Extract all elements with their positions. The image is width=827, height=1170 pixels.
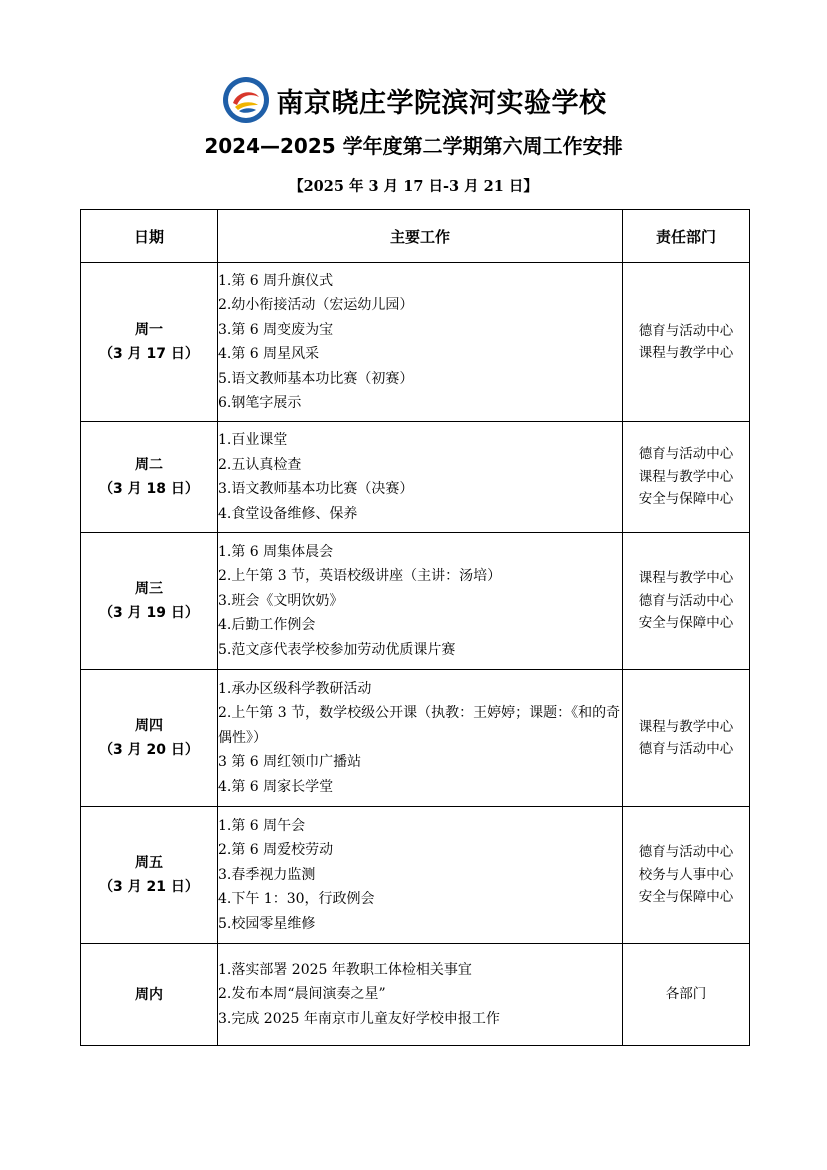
- dept-item: 安全与保障中心: [638, 491, 734, 508]
- day-cell: [81, 807, 218, 944]
- day-date: （3 月 21 日）: [99, 879, 199, 895]
- work-item: 1.落实部署 2025 年教职工体检相关事宜: [218, 961, 472, 978]
- day-name: 周二: [135, 457, 163, 473]
- day-name: 周内: [135, 986, 163, 1003]
- day-name: 周三: [135, 581, 163, 597]
- work-item: 5.校园零星维修: [218, 915, 316, 932]
- dept-item: 德育与活动中心: [638, 322, 734, 339]
- work-item: 3.语文教师基本功比赛（决赛）: [218, 481, 414, 497]
- document-header: [0, 74, 827, 126]
- dept-item: 校务与人事中心: [638, 866, 734, 883]
- school-name: 南京晓庄学院滨河实验学校: [276, 87, 607, 119]
- work-item: 2.发布本周“晨间演奏之星”: [218, 986, 386, 1003]
- day-name: 周五: [135, 855, 163, 871]
- work-cell: [218, 533, 623, 670]
- work-item: 1.承办区级科学教研活动: [218, 680, 372, 697]
- work-item: 1.第 6 周升旗仪式: [218, 272, 334, 289]
- header-date: 日期: [81, 210, 218, 263]
- work-item: 2.第 6 周爱校劳动: [218, 842, 334, 859]
- day-cell: [81, 422, 218, 533]
- work-item: 4.下午 1：30，行政例会: [218, 891, 375, 908]
- work-item: 5.语文教师基本功比赛（初赛）: [218, 370, 414, 387]
- schedule-table: [80, 209, 750, 1046]
- work-item: 3.春季视力监测: [218, 866, 316, 883]
- day-date: （3 月 20 日）: [99, 742, 199, 758]
- dept-item: 课程与教学中心: [638, 468, 734, 485]
- dept-item: 课程与教学中心: [638, 718, 734, 735]
- work-item: 2.幼小衔接活动（宏运幼儿园）: [218, 297, 414, 313]
- work-item: 3 第 6 周红领巾广播站: [218, 754, 362, 771]
- dept-cell: [623, 670, 750, 807]
- work-item: 4.后勤工作例会: [218, 617, 316, 634]
- work-item: 4.第 6 周星风采: [218, 346, 320, 362]
- work-item: 1.百业课堂: [218, 432, 288, 448]
- dept-item: 课程与教学中心: [638, 345, 734, 361]
- work-cell: [218, 263, 623, 422]
- dept-cell: [623, 807, 750, 944]
- day-name: 周四: [135, 718, 163, 734]
- work-item: 6.钢笔字展示: [218, 395, 302, 411]
- dept-cell: [623, 533, 750, 670]
- dept-item: 德育与活动中心: [638, 446, 734, 463]
- table-row-monday: [81, 263, 750, 422]
- dept-item: 安全与保障中心: [638, 615, 734, 632]
- document-title: 2024—2025 学年度第二学期第六周工作安排: [204, 134, 623, 158]
- week-date-range: 【2025 年 3 月 17 日-3 月 21 日】: [289, 178, 538, 195]
- dept-cell: [623, 263, 750, 422]
- dept-item: 德育与活动中心: [638, 741, 734, 757]
- day-cell: [81, 263, 218, 422]
- day-name: 周一: [135, 322, 163, 338]
- table-row-tuesday: [81, 422, 750, 533]
- dept-item: 德育与活动中心: [638, 844, 734, 861]
- table-row-friday: [81, 807, 750, 944]
- work-item: 3.班会《文明饮奶》: [218, 592, 344, 609]
- work-item: 2.上午第 3 节，数学校级公开课（执教：王婷婷；课题：《和的奇偶性》）: [218, 705, 621, 746]
- day-cell: [81, 533, 218, 670]
- work-item: 3.完成 2025 年南京市儿童友好学校申报工作: [218, 1010, 500, 1027]
- dept-item: 课程与教学中心: [638, 570, 734, 587]
- table-row-wednesday: [81, 533, 750, 670]
- work-item: 1.第 6 周集体晨会: [218, 543, 334, 560]
- work-item: 1.第 6 周午会: [218, 817, 306, 834]
- header-dept: 责任部门: [623, 210, 750, 263]
- work-item: 4.第 6 周家长学堂: [218, 778, 334, 795]
- day-date: （3 月 19 日）: [99, 605, 199, 621]
- work-item: 3.第 6 周变废为宝: [218, 321, 334, 338]
- dept-item: 各部门: [665, 986, 707, 1003]
- day-cell: [81, 944, 218, 1046]
- work-item: 2.上午第 3 节，英语校级讲座（主讲：汤培）: [218, 568, 502, 585]
- dept-item: 德育与活动中心: [638, 592, 734, 609]
- work-item: 2.五认真检查: [218, 456, 302, 473]
- table-row-within-week: [81, 944, 750, 1046]
- school-logo-icon: [221, 75, 271, 125]
- dept-cell: [623, 422, 750, 533]
- dept-cell: [623, 944, 750, 1046]
- day-date: （3 月 18 日）: [99, 481, 199, 497]
- work-cell: [218, 807, 623, 944]
- dept-item: 安全与保障中心: [638, 889, 734, 906]
- work-cell: [218, 670, 623, 807]
- work-item: 4.食堂设备维修、保养: [218, 505, 358, 522]
- table-header-row: [81, 210, 750, 263]
- work-cell: [218, 944, 623, 1046]
- work-item: 5.范文彦代表学校参加劳动优质课片赛: [218, 641, 456, 658]
- table-row-thursday: [81, 670, 750, 807]
- work-cell: [218, 422, 623, 533]
- header-work: 主要工作: [218, 210, 623, 263]
- day-cell: [81, 670, 218, 807]
- day-date: （3 月 17 日）: [99, 346, 199, 362]
